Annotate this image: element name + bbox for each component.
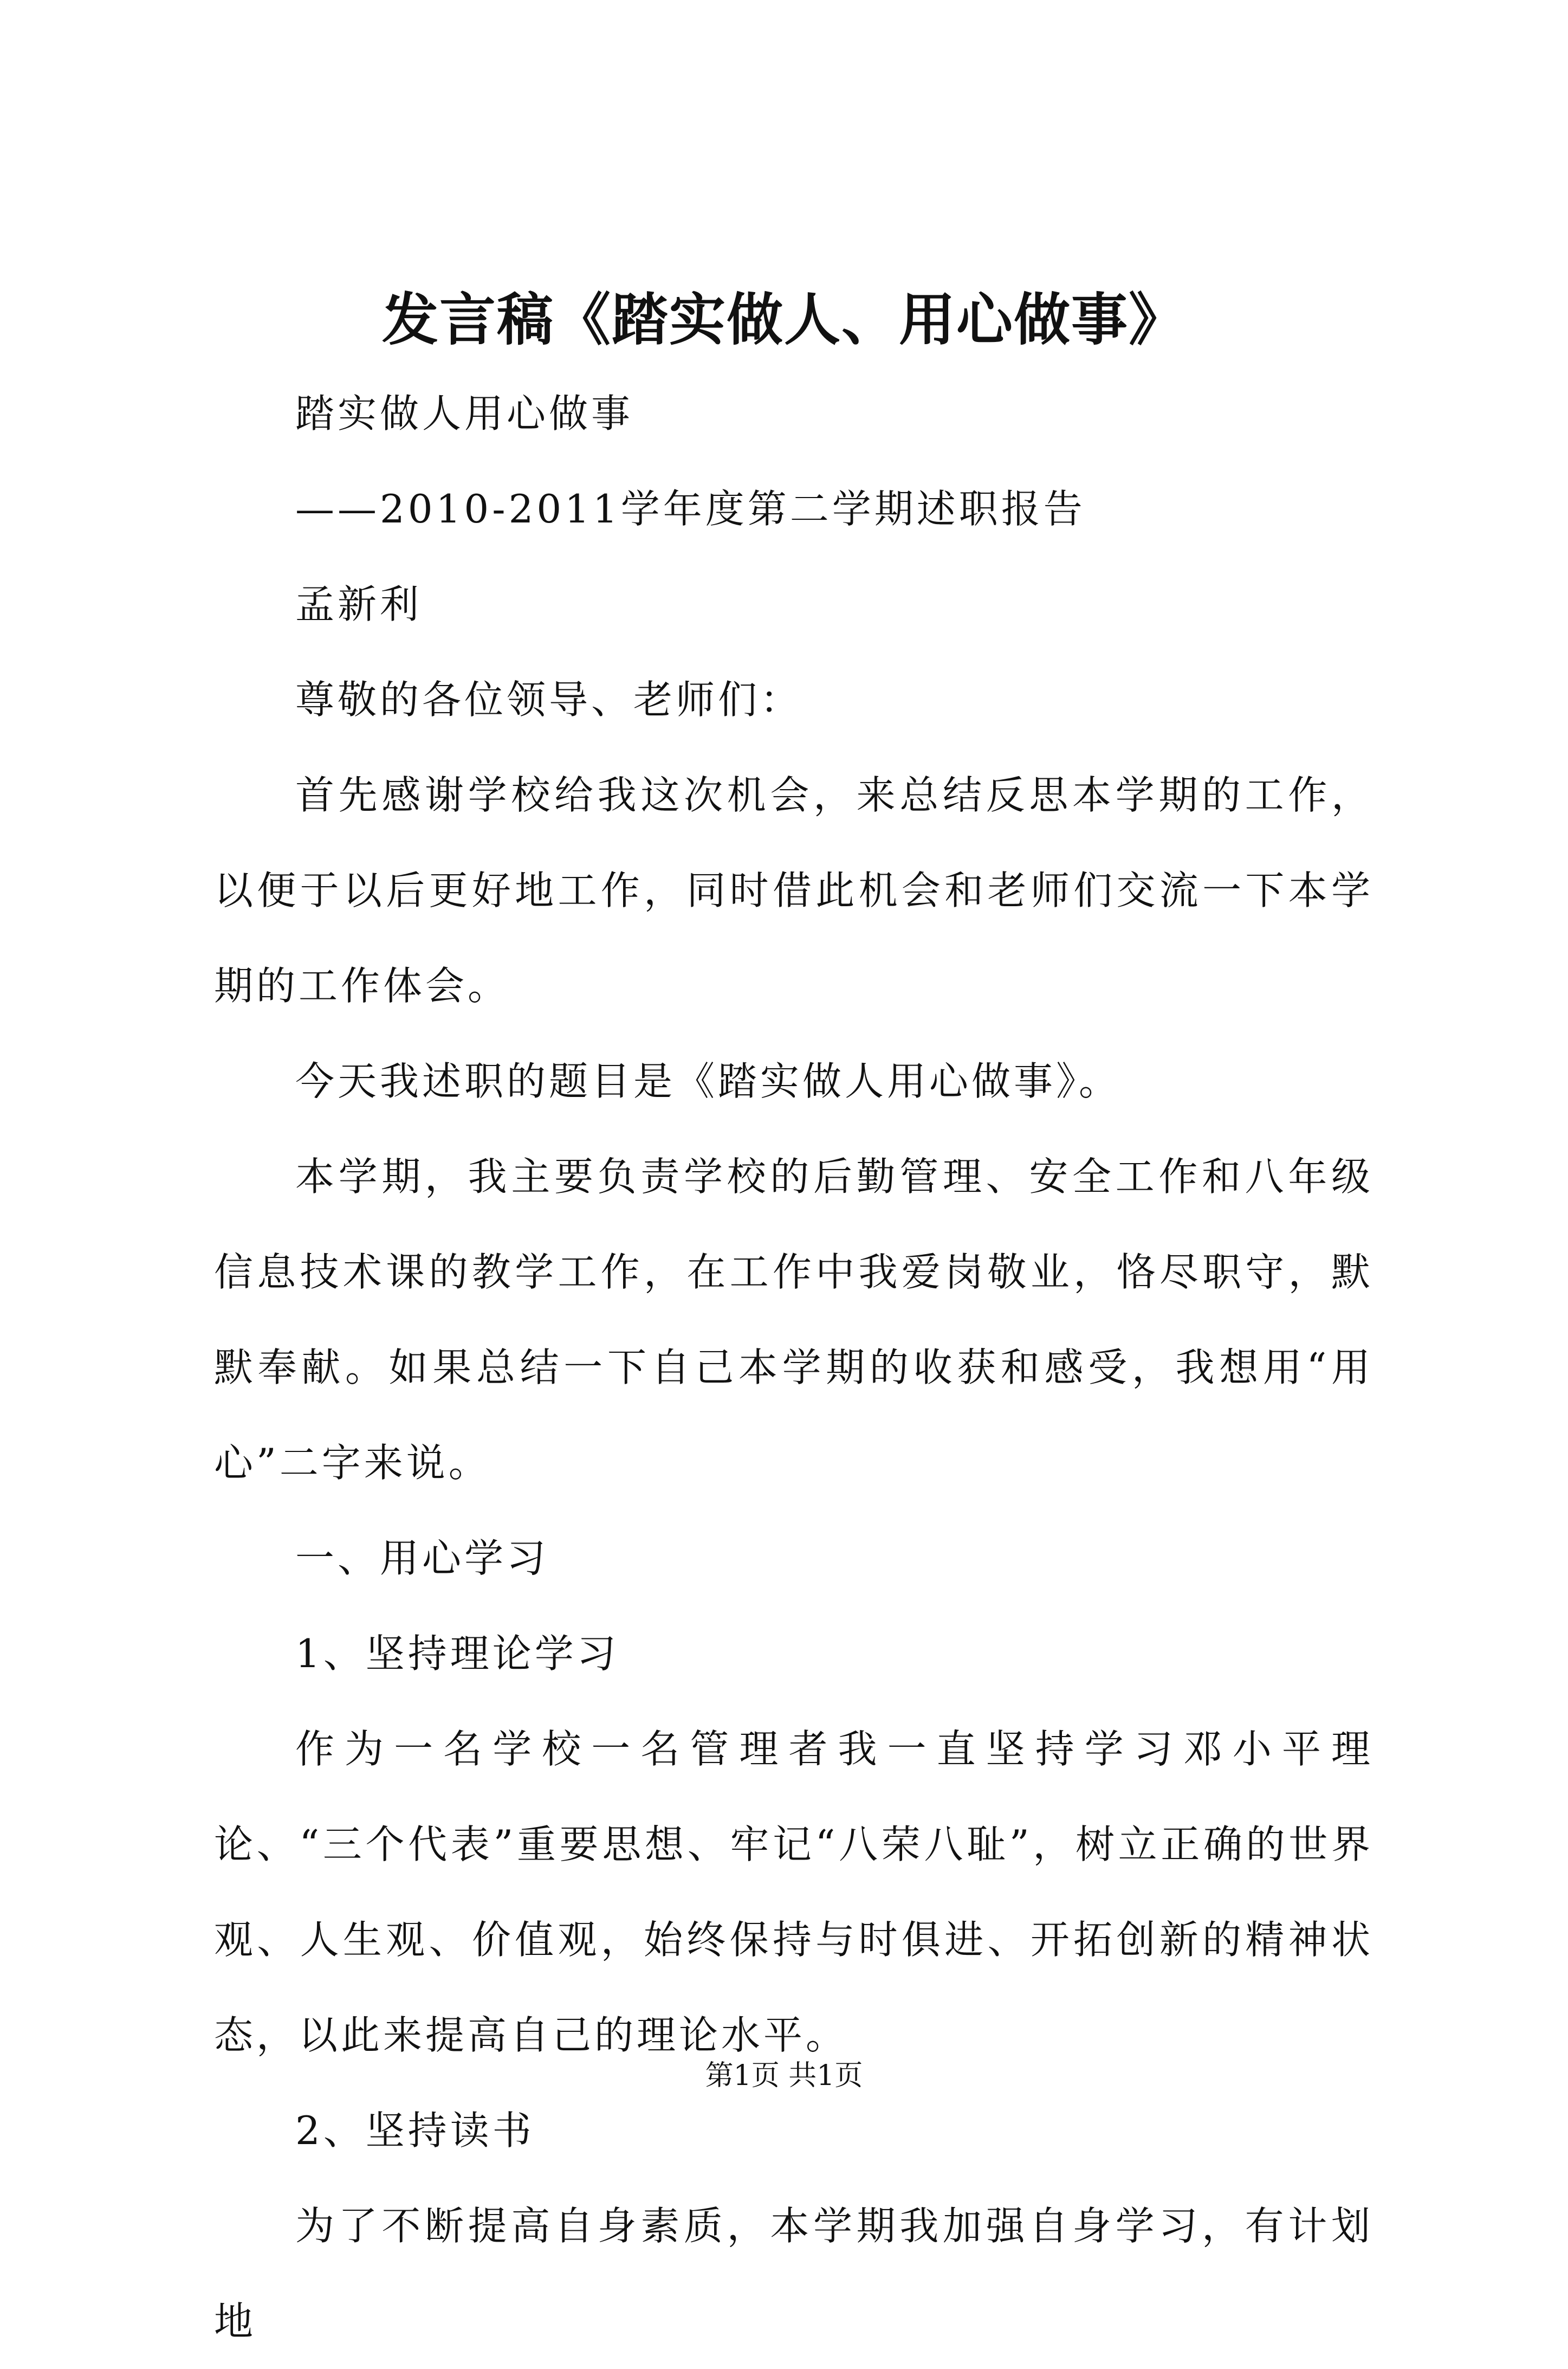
subtitle-line: 踏实做人用心做事 <box>295 391 634 436</box>
salutation: 尊敬的各位领导、老师们： <box>295 677 803 722</box>
paragraph-theory-study: 作为一名学校一名管理者我一直坚持学习邓小平理论、“三个代表”重要思想、牢记“八荣八耻”，树立正确的世界观、人生观、价值观，始终保持与时俱进、开拓创新的精神状态，以此来提高自己的理论水平。 <box>214 1726 1373 2058</box>
author-name: 孟新利 <box>295 582 423 627</box>
page-footer: 第1页 共1页 <box>705 2060 863 2092</box>
subsection-heading-1: 1、坚持理论学习 <box>295 1631 619 1676</box>
section-heading-1: 一、用心学习 <box>295 1535 549 1581</box>
report-subtitle-line: ——2010-2011学年度第二学期述职报告 <box>295 486 1086 532</box>
paragraph-intro: 首先感谢学校给我这次机会，来总结反思本学期的工作，以便于以后更好地工作，同时借此机会和老师们交流一下本学期的工作体会。 <box>214 772 1373 1009</box>
paragraph-topic: 今天我述职的题目是《踏实做人用心做事》。 <box>295 1058 1122 1104</box>
subsection-heading-2: 2、坚持读书 <box>295 2108 535 2153</box>
document-title: 发言稿《踏实做人、用心做事》 <box>381 286 1186 353</box>
paragraph-duties: 本学期，我主要负责学校的后勤管理、安全工作和八年级信息技术课的教学工作，在工作中我爱岗敬业，恪尽职守，默默奉献。如果总结一下自己本学期的收获和感受，我想用“用心”二字来说。 <box>214 1154 1373 1486</box>
paragraph-reading: 为了不断提高自身素质，本学期我加强自身学习，有计划地 <box>214 2203 1373 2344</box>
